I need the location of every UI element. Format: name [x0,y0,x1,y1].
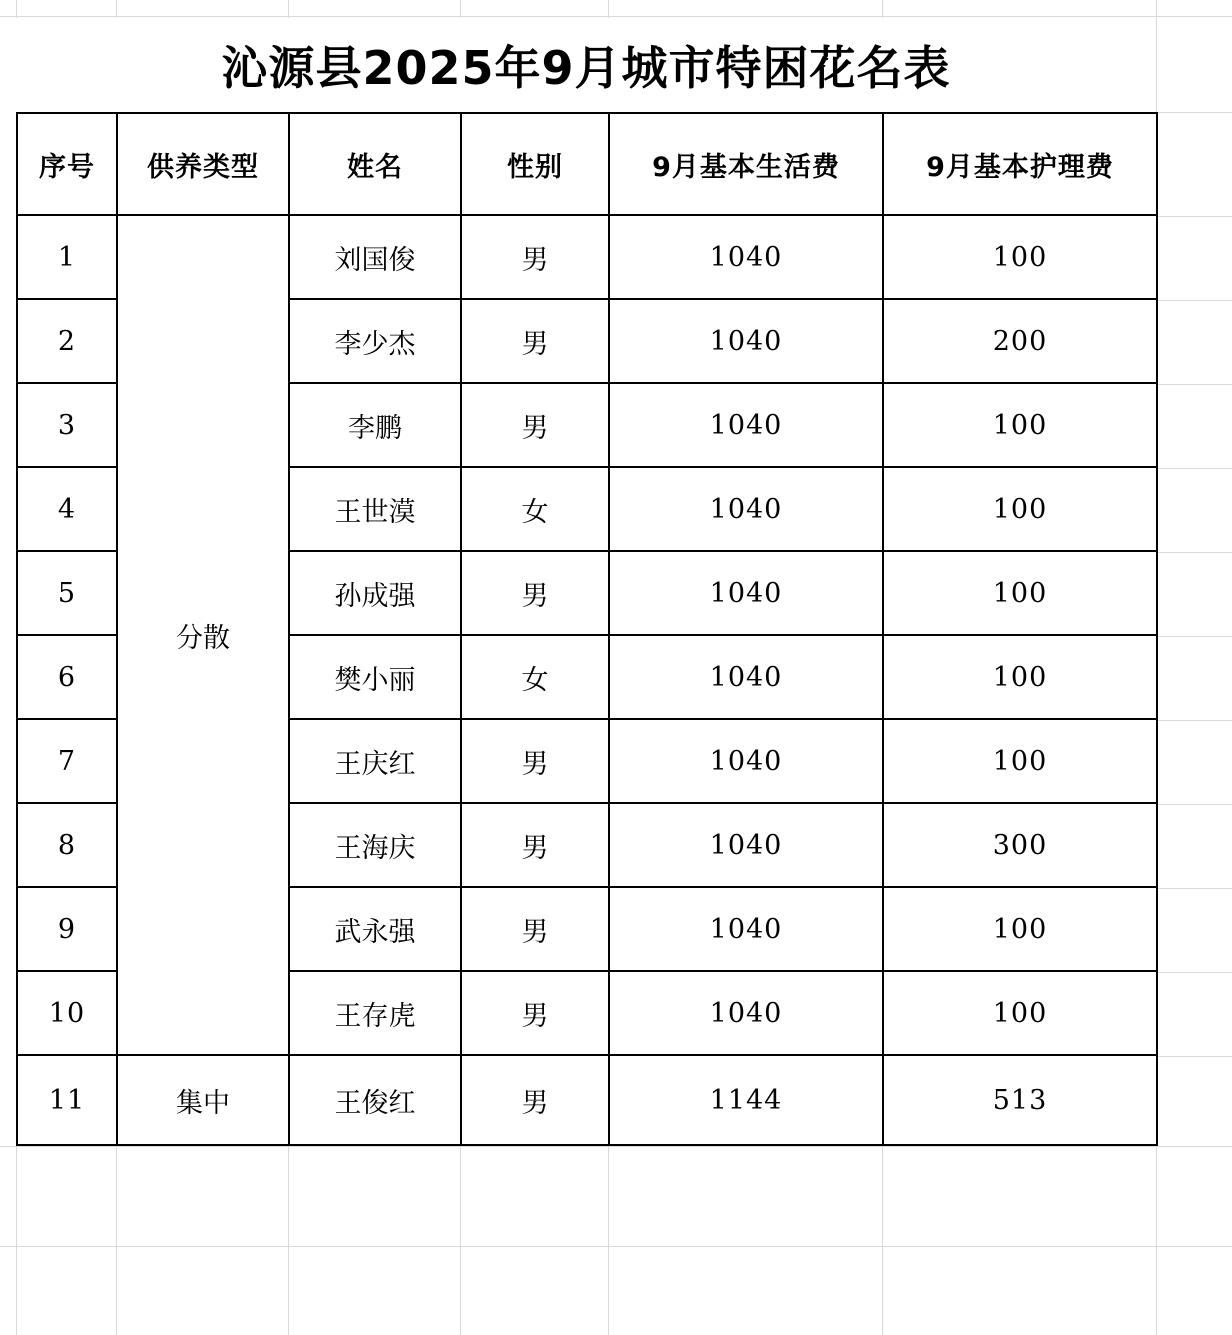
cell-seq: 8 [17,803,117,887]
header-living-fee: 9月基本生活费 [609,113,883,215]
cell-support-type-centralized: 集中 [117,1055,289,1145]
cell-support-type-scattered: 分散 [117,215,289,1055]
cell-living-fee: 1040 [609,551,883,635]
cell-living-fee: 1040 [609,971,883,1055]
cell-care-fee: 300 [883,803,1157,887]
cell-seq: 5 [17,551,117,635]
header-row [17,113,1157,215]
cell-care-fee: 513 [883,1055,1157,1145]
cell-care-fee: 100 [883,551,1157,635]
page-title: 沁源县2025年9月城市特困花名表 [16,18,1156,112]
cell-living-fee: 1040 [609,635,883,719]
cell-name: 武永强 [289,887,461,971]
header-seq: 序号 [17,113,117,215]
cell-seq: 3 [17,383,117,467]
cell-gender: 男 [461,215,609,299]
cell-care-fee: 200 [883,299,1157,383]
cell-living-fee: 1144 [609,1055,883,1145]
cell-seq: 9 [17,887,117,971]
cell-care-fee: 100 [883,971,1157,1055]
cell-seq: 1 [17,215,117,299]
cell-care-fee: 100 [883,467,1157,551]
cell-name: 王海庆 [289,803,461,887]
cell-gender: 男 [461,971,609,1055]
header-care-fee: 9月基本护理费 [883,113,1157,215]
cell-care-fee: 100 [883,887,1157,971]
header-gender: 性别 [461,113,609,215]
cell-name: 樊小丽 [289,635,461,719]
cell-living-fee: 1040 [609,467,883,551]
cell-seq: 2 [17,299,117,383]
cell-name: 王庆红 [289,719,461,803]
cell-name: 孙成强 [289,551,461,635]
cell-living-fee: 1040 [609,299,883,383]
cell-gender: 男 [461,551,609,635]
table-row [17,215,1157,299]
cell-gender: 男 [461,383,609,467]
cell-seq: 10 [17,971,117,1055]
table-row [17,1055,1157,1145]
cell-name: 王俊红 [289,1055,461,1145]
cell-name: 李少杰 [289,299,461,383]
cell-seq: 4 [17,467,117,551]
cell-gender: 男 [461,887,609,971]
cell-care-fee: 100 [883,215,1157,299]
cell-seq: 7 [17,719,117,803]
cell-living-fee: 1040 [609,215,883,299]
cell-gender: 男 [461,1055,609,1145]
header-support-type: 供养类型 [117,113,289,215]
cell-gender: 女 [461,467,609,551]
cell-name: 李鹏 [289,383,461,467]
cell-living-fee: 1040 [609,803,883,887]
cell-seq: 6 [17,635,117,719]
cell-living-fee: 1040 [609,719,883,803]
cell-living-fee: 1040 [609,383,883,467]
cell-care-fee: 100 [883,383,1157,467]
cell-gender: 男 [461,299,609,383]
cell-name: 王世漠 [289,467,461,551]
cell-gender: 男 [461,719,609,803]
cell-seq: 11 [17,1055,117,1145]
cell-gender: 男 [461,803,609,887]
cell-gender: 女 [461,635,609,719]
cell-living-fee: 1040 [609,887,883,971]
cell-care-fee: 100 [883,719,1157,803]
cell-name: 刘国俊 [289,215,461,299]
header-name: 姓名 [289,113,461,215]
cell-care-fee: 100 [883,635,1157,719]
roster-table [16,112,1158,1146]
cell-name: 王存虎 [289,971,461,1055]
